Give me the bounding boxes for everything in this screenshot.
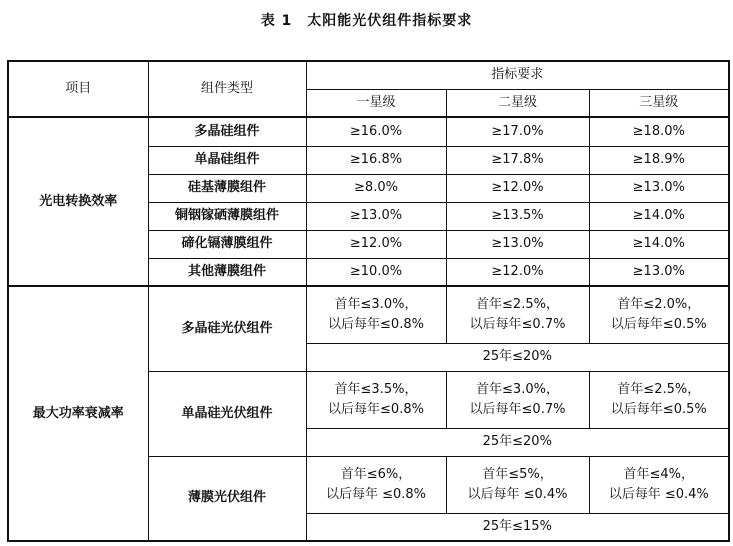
value-cell: 首年≤3.0%， 以后每年≤0.7% [446, 371, 589, 428]
value-cell: 首年≤5%， 以后每年 ≤0.4% [446, 456, 589, 513]
pv-module-requirements-table [7, 60, 730, 542]
header-level-1: 一星级 [306, 89, 446, 117]
module-type-cell: 碲化镉薄膜组件 [148, 230, 306, 258]
value-cell: 首年≤3.5%， 以后每年≤0.8% [306, 371, 446, 428]
value-cell: ≥16.0% [306, 117, 446, 146]
value-cell: 首年≤3.0%， 以后每年≤0.8% [306, 286, 446, 343]
header-level-3: 三星级 [589, 89, 729, 117]
value-cell: ≥13.0% [446, 230, 589, 258]
module-type-cell: 单晶硅光伏组件 [148, 371, 306, 456]
value-cell: ≥18.0% [589, 117, 729, 146]
value-cell: ≥13.0% [306, 202, 446, 230]
header-level-2: 二星级 [446, 89, 589, 117]
table-row [8, 117, 729, 146]
value-cell: 首年≤2.5%， 以后每年≤0.7% [446, 286, 589, 343]
value-cell: ≥8.0% [306, 174, 446, 202]
value-cell: ≥18.9% [589, 146, 729, 174]
header-requirement: 指标要求 [306, 61, 729, 89]
module-type-cell: 单晶硅组件 [148, 146, 306, 174]
value-cell: 首年≤2.5%， 以后每年≤0.5% [589, 371, 729, 428]
total-decay-cell: 25年≤20% [306, 428, 729, 456]
module-type-cell: 其他薄膜组件 [148, 258, 306, 286]
module-type-cell: 多晶硅组件 [148, 117, 306, 146]
total-decay-cell: 25年≤20% [306, 343, 729, 371]
value-cell: ≥12.0% [306, 230, 446, 258]
value-cell: 首年≤4%， 以后每年 ≤0.4% [589, 456, 729, 513]
value-cell: ≥17.8% [446, 146, 589, 174]
value-cell: ≥13.0% [589, 258, 729, 286]
value-cell: ≥14.0% [589, 230, 729, 258]
total-decay-cell: 25年≤15% [306, 513, 729, 541]
header-item: 项目 [8, 61, 148, 117]
module-type-cell: 铜铟镓硒薄膜组件 [148, 202, 306, 230]
value-cell: ≥12.0% [446, 258, 589, 286]
value-cell: ≥13.5% [446, 202, 589, 230]
value-cell: 首年≤6%， 以后每年 ≤0.8% [306, 456, 446, 513]
table-title: 表 1 太阳能光伏组件指标要求 [260, 13, 473, 29]
module-type-cell: 薄膜光伏组件 [148, 456, 306, 541]
section-label-decay: 最大功率衰减率 [8, 286, 148, 541]
value-cell: ≥12.0% [446, 174, 589, 202]
module-type-cell: 硅基薄膜组件 [148, 174, 306, 202]
value-cell: ≥16.8% [306, 146, 446, 174]
header-module-type: 组件类型 [148, 61, 306, 117]
value-cell: ≥13.0% [589, 174, 729, 202]
value-cell: ≥17.0% [446, 117, 589, 146]
module-type-cell: 多晶硅光伏组件 [148, 286, 306, 371]
section-label-efficiency: 光电转换效率 [8, 117, 148, 286]
value-cell: ≥10.0% [306, 258, 446, 286]
value-cell: 首年≤2.0%， 以后每年≤0.5% [589, 286, 729, 343]
table-row [8, 286, 729, 343]
value-cell: ≥14.0% [589, 202, 729, 230]
